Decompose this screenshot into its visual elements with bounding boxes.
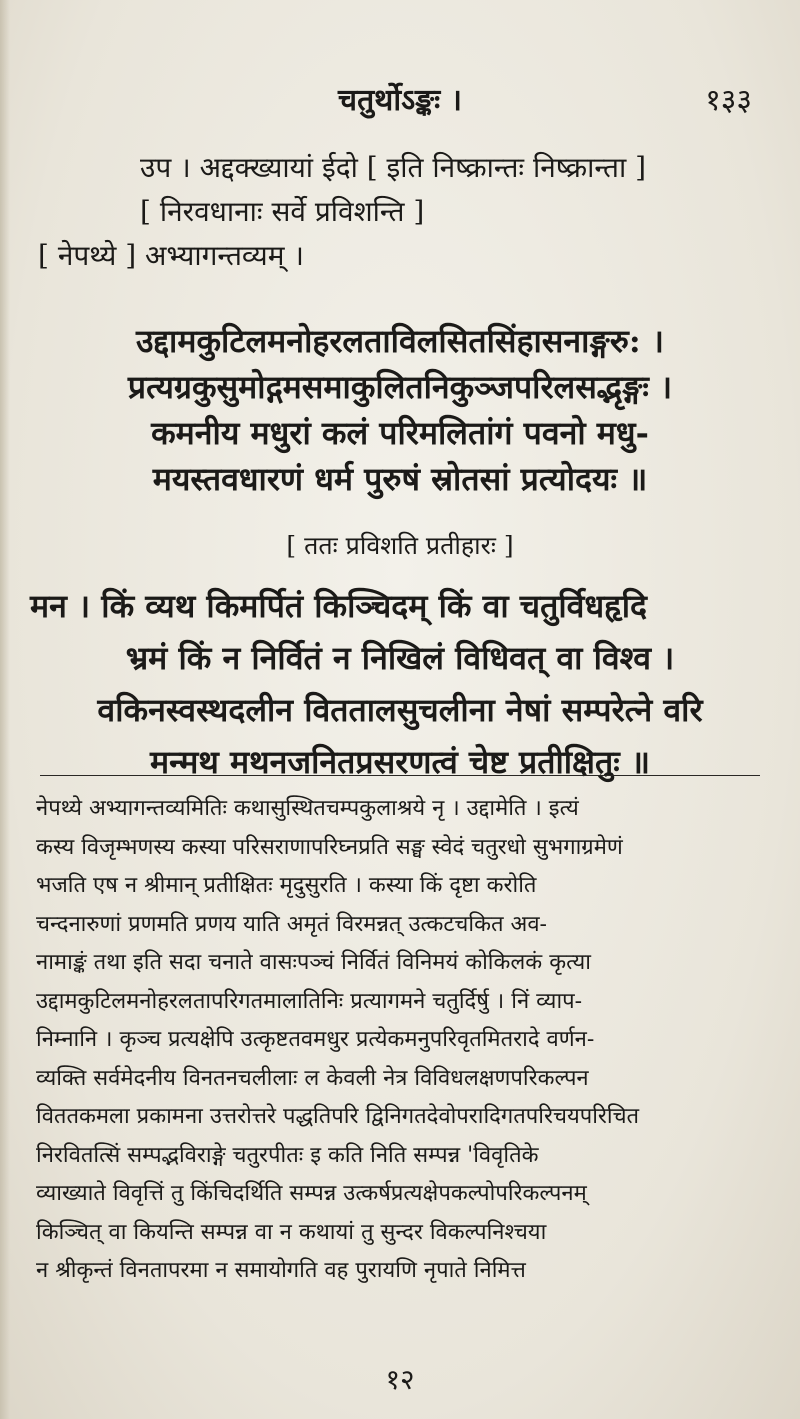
page-edge-shadow	[0, 0, 10, 1419]
verse-1	[30, 318, 770, 502]
commentary	[36, 790, 764, 1291]
stage-direction-line: [ निरवधानाः सर्वे प्रविशन्ति ]	[140, 195, 425, 228]
verse-line: कमनीय मधुरां कलं परिमलितांगं पवनो मधु-	[151, 414, 649, 452]
page-header	[0, 78, 800, 118]
commentary-line: चन्दनारुणां प्रणमति प्रणय याति अमृतं विरमन्नत् उत्कटचकित अव-	[36, 911, 547, 937]
verse-line: उद्दामकुटिलमनोहरलताविलसितसिंहासनाङ्गरु: ।	[136, 322, 664, 360]
dialogue-line: उप । अद्दक्ख्यायां ईदो [ इति निष्क्रान्तः निष्क्रान्ता ]	[140, 151, 647, 184]
commentary-line: किञ्चित् वा कियन्ति सम्पन्न वा न कथायां तु सुन्दर विकल्पनिश्चया	[36, 1219, 547, 1245]
stage-direction: [ ततः प्रविशति प्रतीहारः ]	[286, 531, 514, 560]
commentary-line: नामाङ्कं तथा इति सदा चनाते वासःपञ्चं निर्वितं विनिमयं कोकिलकं कृत्या	[36, 950, 591, 975]
commentary-line: व्यक्ति सर्वमेदनीय विनतनचलीलाः ल केवली नेत्र विविधलक्षणपरिकल्पन	[36, 1065, 589, 1091]
offstage-line: [ नेपथ्ये ] अभ्यागन्तव्यम् ।	[38, 239, 304, 272]
verse-line: मन । किं व्यथ किमर्पितं किञ्चिदम् किं वा चतुर्विधहृदि	[30, 587, 647, 625]
page-number: १३३	[705, 83, 752, 118]
commentary-line: न श्रीकृन्तं विनतापरमा न समायोगति वह पुरायणि नृपाते निमित्त	[36, 1258, 526, 1283]
commentary-line: विततकमला प्रकामना उत्तरोत्तरे पद्धतिपरि द्विनिगतदेवोपरादिगतपरिचयपरिचित	[36, 1104, 640, 1129]
commentary-line: निरवितत्सिं सम्पद्भविराङ्गे चतुरपीतः इ कति निति सम्पन्न 'विवृतिके	[36, 1142, 539, 1168]
commentary-line: कस्य विजृम्भणस्य कस्या परिसराणापरिघ्नप्रति सङ्घ स्वेदं चतुरधो सुभगाग्रमेणं	[36, 834, 623, 860]
verse-2	[30, 580, 770, 788]
commentary-line: व्याख्याते विवृत्तिं तु किंचिदर्थिति सम्पन्न उत्कर्षप्रत्यक्षेपकल्पोपरिकल्पनम्	[36, 1181, 587, 1206]
commentary-line: निम्नानि । कृञ्च प्रत्यक्षेपि उत्कृष्टतवमधुर प्रत्येकमनुपरिवृतमितरादे वर्णन-	[36, 1027, 595, 1052]
verse-line: भ्रमं किं न निर्वितं न निखिलं विधिवत् वा विश्व ।	[125, 639, 675, 677]
verse-line: प्रत्यग्रकुसुमोद्गमसमाकुलितनिकुञ्जपरिलसद्भृङ्गः ।	[127, 368, 673, 406]
verse-line: मयस्तवधारणं धर्म पुरुषं स्रोतसां प्रत्योदयः ॥	[152, 460, 648, 498]
commentary-line: भजति एष न श्रीमान् प्रतीक्षितः मृदुसुरति । कस्या किं दृष्टा करोति	[36, 873, 537, 898]
verse-line: वकिनस्वस्थदलीन विततालसुचलीना नेषां सम्परेत्ने वरि	[97, 691, 703, 729]
commentary-line: उद्दामकुटिलमनोहरलतापरिगतमालातिनिः प्रत्यागमने चतुर्दिर्षु । निं व्याप-	[36, 988, 583, 1014]
commentary-divider	[40, 775, 760, 776]
intro-block	[30, 146, 770, 278]
verse-line: मन्मथ मथनजनितप्रसरणत्वं चेष्ट प्रतीक्षितुः ॥	[149, 743, 651, 781]
running-head: चतुर्थोऽङ्कः ।	[338, 83, 462, 118]
footer-number: १२	[385, 1363, 415, 1396]
commentary-line: नेपथ्ये अभ्यागन्तव्यमितिः कथासुस्थितचम्पकुलाश्रये नृ । उद्दामेति । इत्यं	[36, 796, 579, 821]
